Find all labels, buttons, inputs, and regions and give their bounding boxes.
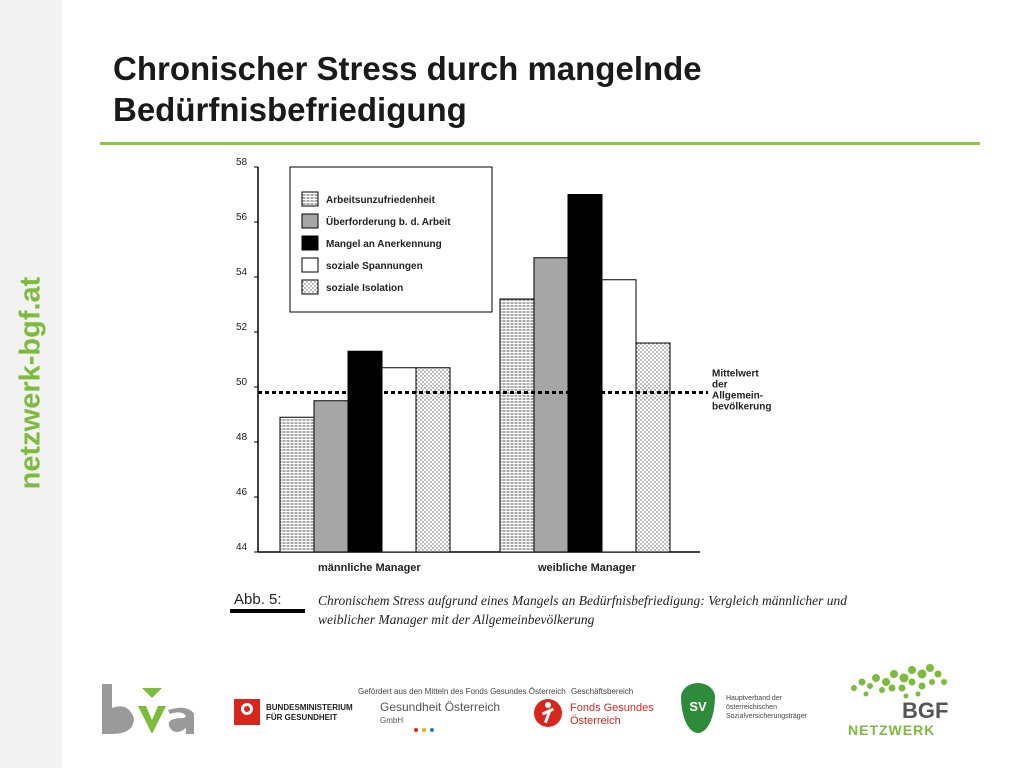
fgoe-name-1: Fonds Gesundes — [570, 702, 654, 714]
legend-label: Mangel an Anerkennung — [326, 239, 442, 250]
legend-swatch — [302, 258, 318, 272]
legend-label: Arbeitsunzufriedenheit — [326, 195, 435, 206]
sv-mark: SV — [689, 699, 707, 714]
bgf-mark: BGF — [902, 698, 949, 723]
y-tick-label: 56 — [236, 212, 248, 223]
legend-label: Überforderung b. d. Arbeit — [326, 217, 451, 228]
bar-female-3 — [568, 195, 602, 553]
legend — [290, 167, 492, 312]
ministry-name-1: BUNDESMINISTERIUM — [266, 703, 353, 712]
y-tick-label: 50 — [236, 377, 248, 388]
management-note: Geschäftsbereich — [571, 687, 634, 696]
bar-female-4 — [602, 280, 636, 552]
y-tick-label: 58 — [236, 157, 248, 168]
bgf-netzwerk-word: NETZWERK — [848, 722, 936, 738]
legend-swatch — [302, 236, 318, 250]
sidebar — [0, 0, 62, 768]
sv-name-1: Hauptverband der — [726, 695, 783, 702]
bar-male-3 — [348, 351, 382, 552]
bar-male-1 — [280, 417, 314, 552]
legend-label: soziale Isolation — [326, 283, 404, 294]
goeg-logo — [380, 700, 520, 732]
sidebar-url-text: netzwerk-bgf.at — [14, 276, 47, 490]
fgoe-name-2: Österreich — [570, 715, 621, 727]
bar-male-4 — [382, 368, 416, 552]
legend-swatch — [302, 214, 318, 228]
sv-name-3: Sozialversicherungsträger — [726, 713, 807, 720]
x-category-label: männliche Manager — [318, 562, 421, 574]
bar-female-1 — [500, 299, 534, 552]
x-category-label: weibliche Manager — [538, 562, 636, 574]
bar-male-5 — [416, 368, 450, 552]
y-tick-label: 48 — [236, 432, 248, 443]
sv-name-2: österreichischen — [726, 704, 777, 711]
funding-note: Gefördert aus den Mitteln des Fonds Gesundes Österreich — [358, 687, 566, 696]
bar-chart — [220, 155, 800, 580]
fgoe-logo — [534, 697, 664, 733]
x-axis-labels — [318, 562, 637, 574]
ministry-name-2: FÜR GESUNDHEIT — [266, 713, 338, 722]
reference-line-label: Mittelwert — [712, 368, 759, 380]
reference-line-label: Allgemein- — [712, 390, 764, 402]
bgf-netzwerk-logo — [846, 660, 976, 740]
bar-female-5 — [636, 343, 670, 552]
sv-logo — [681, 683, 821, 735]
legend-swatch — [302, 280, 318, 294]
legend-label: soziale Spannungen — [326, 261, 423, 272]
figure-label: Abb. 5: — [234, 591, 282, 608]
reference-line-label: der — [712, 379, 728, 391]
goeg-dots-icon — [414, 719, 434, 737]
goeg-suffix: GmbH — [380, 716, 404, 725]
y-tick-label: 52 — [236, 322, 248, 333]
bar-female-2 — [534, 258, 568, 552]
legend-swatch — [302, 192, 318, 206]
slide-title: Chronischer Stress durch mangelnde Bedürfnisbefriedigung — [113, 50, 702, 128]
figure-label-underline — [230, 609, 305, 613]
goeg-name: Gesundheit Österreich — [380, 700, 501, 714]
bva-logo — [98, 680, 208, 738]
sv-shield-icon — [681, 683, 715, 733]
y-tick-label: 46 — [236, 487, 248, 498]
y-tick-label: 54 — [236, 267, 248, 278]
ministry-mark-icon — [234, 699, 260, 725]
reference-line-label: bevölkerung — [712, 401, 772, 413]
title-divider — [100, 142, 980, 145]
bar-male-2 — [314, 401, 348, 552]
y-tick-label: 44 — [236, 542, 248, 553]
figure-caption: Chronischem Stress aufgrund eines Mangels an Bedürfnisbefriedigung: Vergleich männlicher und weiblicher Manager mit der Allgemeinbevölkerung — [318, 593, 848, 627]
ministry-logo — [234, 697, 364, 729]
fgoe-runner-icon — [534, 699, 562, 727]
